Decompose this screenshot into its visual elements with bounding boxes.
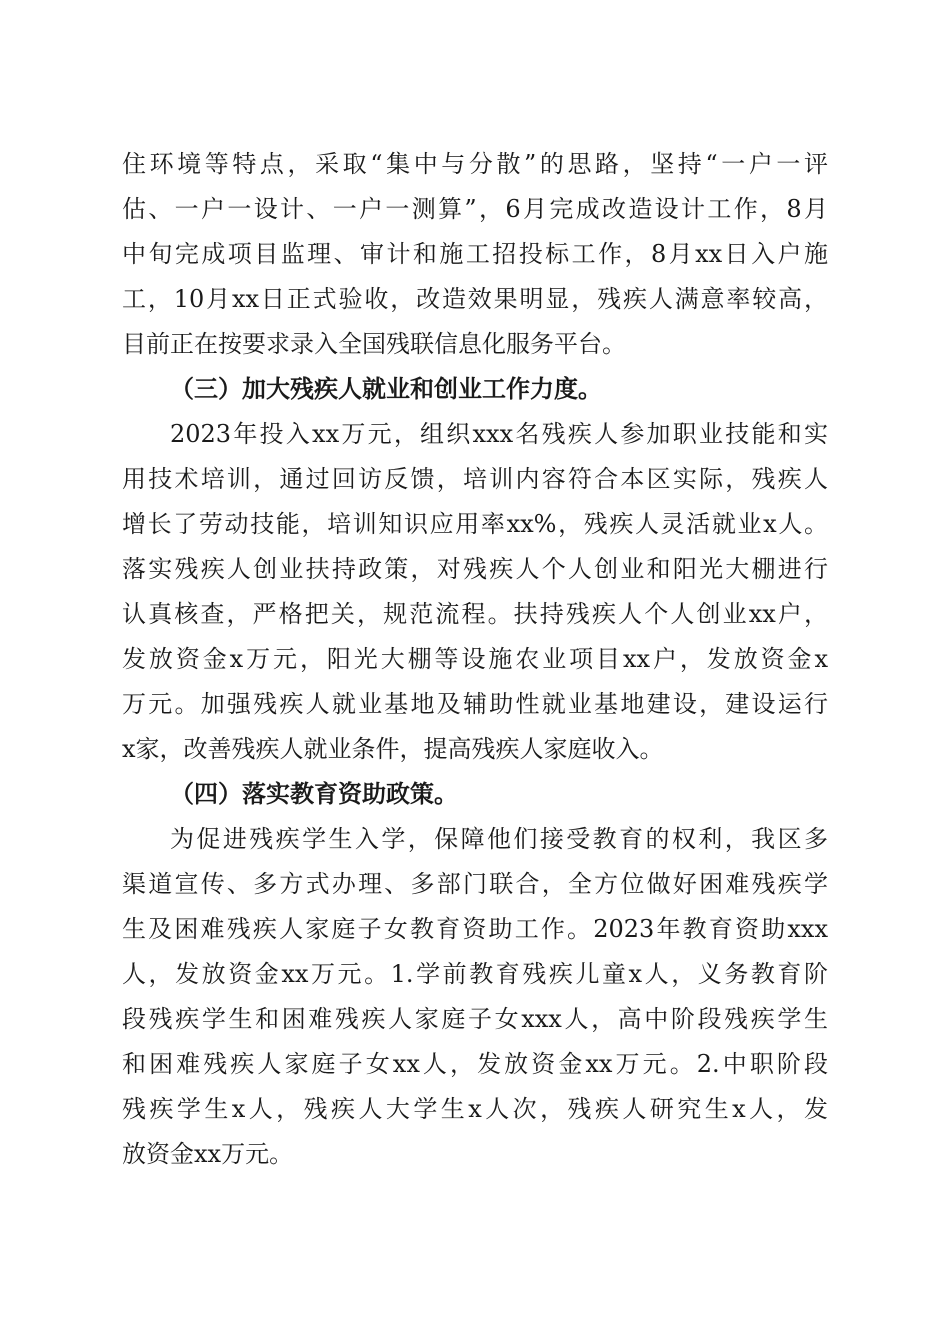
paragraph-line: 放资金xx万元。: [122, 1140, 294, 1168]
paragraph-line: 渠道宣传、多方式办理、多部门联合，全方位做好困难残疾学: [122, 870, 828, 898]
paragraph-line: 增长了劳动技能，培训知识应用率xx%，残疾人灵活就业x人。: [122, 510, 828, 538]
paragraph-line: 发放资金x万元，阳光大棚等设施农业项目xx户，发放资金x: [122, 645, 828, 673]
paragraph-line: 中旬完成项目监理、审计和施工招投标工作，8月xx日入户施: [122, 240, 828, 268]
paragraph-line: 段残疾学生和困难残疾人家庭子女xxx人，高中阶段残疾学生: [122, 1005, 828, 1033]
section-heading-4: （四）落实教育资助政策。: [170, 779, 458, 808]
section-heading-3: （三）加大残疾人就业和创业工作力度。: [170, 374, 602, 403]
paragraph-line: 和困难残疾人家庭子女xx人，发放资金xx万元。2.中职阶段: [122, 1050, 828, 1078]
paragraph-line: x家，改善残疾人就业条件，提高残疾人家庭收入。: [122, 735, 664, 763]
paragraph-line: 生及困难残疾人家庭子女教育资助工作。2023年教育资助xxx: [122, 915, 828, 943]
paragraph-line: 人，发放资金xx万元。1.学前教育残疾儿童x人，义务教育阶: [122, 960, 828, 988]
paragraph-line: 落实残疾人创业扶持政策，对残疾人个人创业和阳光大棚进行: [122, 555, 828, 583]
paragraph-line: 2023年投入xx万元，组织xxx名残疾人参加职业技能和实: [170, 420, 828, 448]
paragraph-line: 用技术培训，通过回访反馈，培训内容符合本区实际，残疾人: [122, 465, 828, 493]
paragraph-line: 认真核查，严格把关，规范流程。扶持残疾人个人创业xx户，: [122, 600, 828, 628]
paragraph-line: 目前正在按要求录入全国残联信息化服务平台。: [122, 330, 626, 358]
paragraph-line: 万元。加强残疾人就业基地及辅助性就业基地建设，建设运行: [122, 690, 828, 718]
paragraph-line: 为促进残疾学生入学，保障他们接受教育的权利，我区多: [170, 825, 828, 853]
paragraph-line: 住环境等特点，采取“集中与分散”的思路，坚持“一户一评: [122, 150, 828, 178]
paragraph-line: 残疾学生x人，残疾人大学生x人次，残疾人研究生x人，发: [122, 1095, 828, 1123]
paragraph-line: 估、一户一设计、一户一测算”，6月完成改造设计工作，8月: [122, 195, 828, 223]
paragraph-line: 工，10月xx日正式验收，改造效果明显，残疾人满意率较高，: [122, 285, 828, 313]
